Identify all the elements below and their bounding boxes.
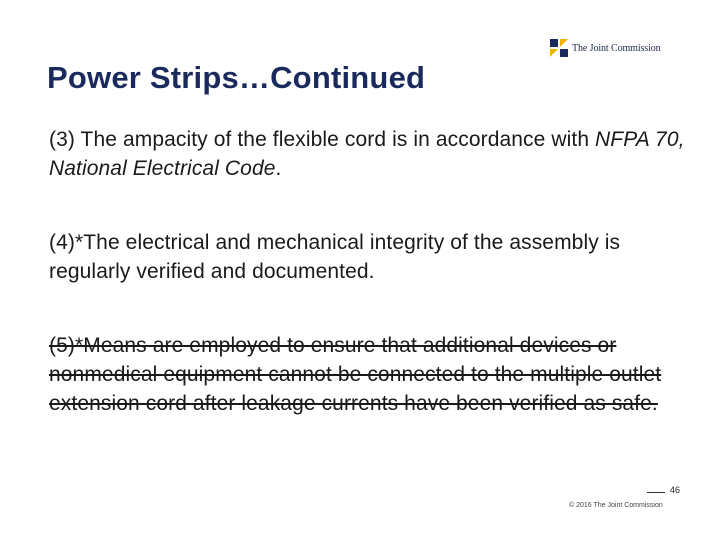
footer-divider [647, 492, 665, 493]
paragraph-3-citation: NFPA 70, National Electrical Code [49, 128, 685, 180]
copyright-notice: © 2016 The Joint Commission [569, 502, 663, 509]
logo-mark-icon [549, 38, 569, 58]
paragraph-5-struck: (5)*Means are employed to ensure that additional devices or nonmedical equipment cannot be connected to the multiple outlet extension cord after leakage currents have been verified as safe. [49, 334, 662, 415]
paragraph-3 [49, 125, 689, 183]
slide-title: Power Strips…Continued [47, 60, 426, 95]
paragraph-3-text: (3) The ampacity of the flexible cord is in accordance with [49, 128, 596, 151]
page-number: 46 [670, 485, 681, 495]
paragraph-4: (4)*The electrical and mechanical integrity of the assembly is regularly verified and documented. [49, 231, 621, 283]
joint-commission-logo [549, 38, 661, 58]
paragraph-3-end: . [275, 157, 282, 180]
logo-text: The Joint Commission [572, 42, 661, 54]
